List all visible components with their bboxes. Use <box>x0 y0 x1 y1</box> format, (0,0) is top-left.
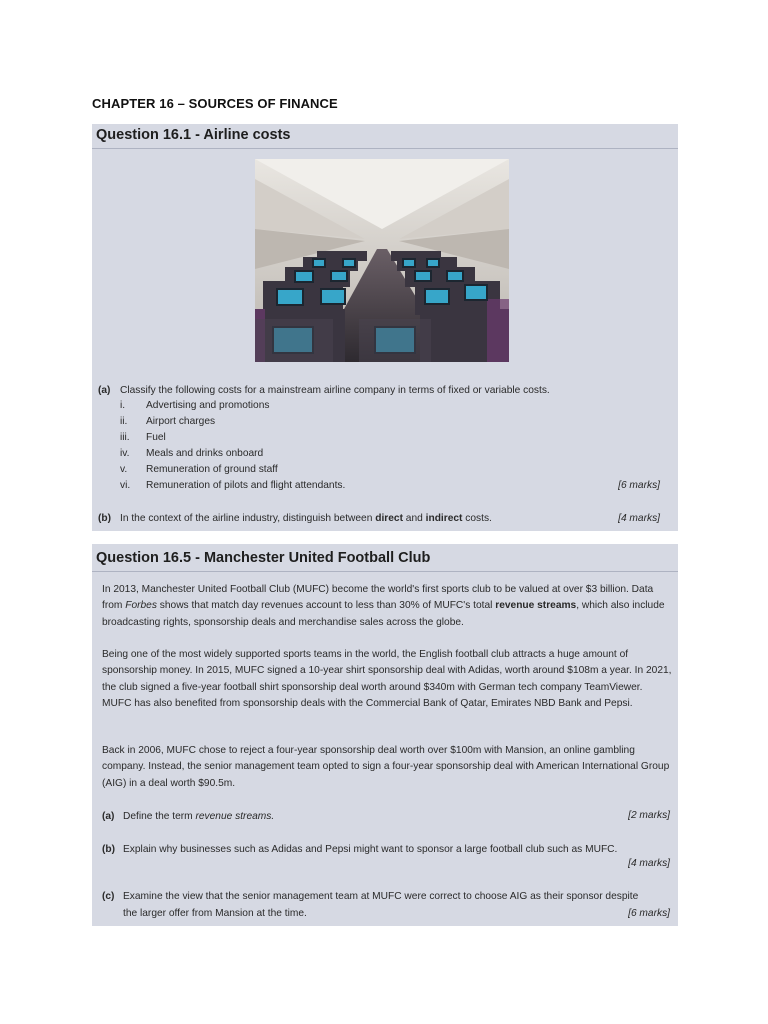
q2-part-c-text-line-1: Examine the view that the senior management team at MUFC were correct to choose AIG as their sponsor despite <box>123 891 639 902</box>
q2-part-c-text-line-2: the larger offer from Mansion at the time. <box>123 908 307 919</box>
paragraph-2: Being one of the most widely supported sports teams in the world, the English football club attracts a huge amount of sponsorship money. In 2015, MUFC signed a 10-year shirt sponsorship deal with Adidas, worth around $108m a year. In 2021, the club signed a five-year football shirt sponsorship deal worth around $340m with German tech company TeamViewer. MUFC has also benefited from sponsorship deals with the Commercial Bank of Qatar, Emirates NBD Bank and Pepsi. <box>102 649 672 709</box>
q1-part-b-marks: [4 marks] <box>618 513 660 524</box>
list-item: Remuneration of ground staff <box>146 464 278 475</box>
list-item: Meals and drinks onboard <box>146 448 264 459</box>
q2-part-a-text: Define the term revenue streams. <box>123 811 275 822</box>
paragraph-3: Back in 2006, MUFC chose to reject a four-year sponsorship deal worth over $100m with Mansion, an online gambling company. Instead, the senior management team opted to sign a four-year sponsorship deal with American International Group (AIG) in a deal worth $90.5m. <box>102 745 670 789</box>
q2-part-c-marks: [6 marks] <box>628 908 670 919</box>
title-divider <box>92 571 678 572</box>
airplane-cabin-photo <box>255 159 509 362</box>
title-divider <box>92 148 678 149</box>
list-item-number: vi. <box>120 480 131 491</box>
q2-part-c-label: (c) <box>102 891 115 902</box>
q2-part-b-text: Explain why businesses such as Adidas and Pepsi might want to sponsor a large football club such as MUFC. <box>123 844 618 855</box>
list-item: Airport charges <box>146 416 216 427</box>
q1-part-b-text: In the context of the airline industry, distinguish between direct and indirect costs. <box>120 513 492 524</box>
chapter-title: CHAPTER 16 – SOURCES OF FINANCE <box>92 96 338 111</box>
q1-part-a-marks: [6 marks] <box>618 480 660 491</box>
question-16-1-title: Question 16.1 - Airline costs <box>96 127 291 143</box>
list-item-number: v. <box>120 464 128 475</box>
list-item: Advertising and promotions <box>146 400 270 411</box>
q2-part-b-marks: [4 marks] <box>628 858 670 869</box>
question-16-5-title: Question 16.5 - Manchester United Football Club <box>96 550 431 566</box>
q1-part-a-label: (a) <box>98 385 111 396</box>
question-16-1-box <box>92 124 678 531</box>
q2-part-b-label: (b) <box>102 844 116 855</box>
list-item: Remuneration of pilots and flight attendants. <box>146 480 346 491</box>
q1-part-a-text: Classify the following costs for a mainstream airline company in terms of fixed or variable costs. <box>120 385 550 396</box>
list-item-number: ii. <box>120 416 128 427</box>
q1-part-b-label: (b) <box>98 513 112 524</box>
list-item-number: iii. <box>120 432 130 443</box>
paragraph-1: In 2013, Manchester United Football Club (MUFC) become the world's first sports club to be valued at over $3 billion. Data from Forbes shows that match day revenues account to less than 30% of MUFC's total revenue streams, which also include broadcasting rights, sponsorship deals and merchandise sales across the globe. <box>102 584 665 628</box>
list-item-number: iv. <box>120 448 130 459</box>
question-16-5-box <box>92 544 678 926</box>
q2-part-a-label: (a) <box>102 811 115 822</box>
list-item-number: i. <box>120 400 126 411</box>
list-item: Fuel <box>146 432 166 443</box>
q2-part-a-marks: [2 marks] <box>628 810 670 821</box>
